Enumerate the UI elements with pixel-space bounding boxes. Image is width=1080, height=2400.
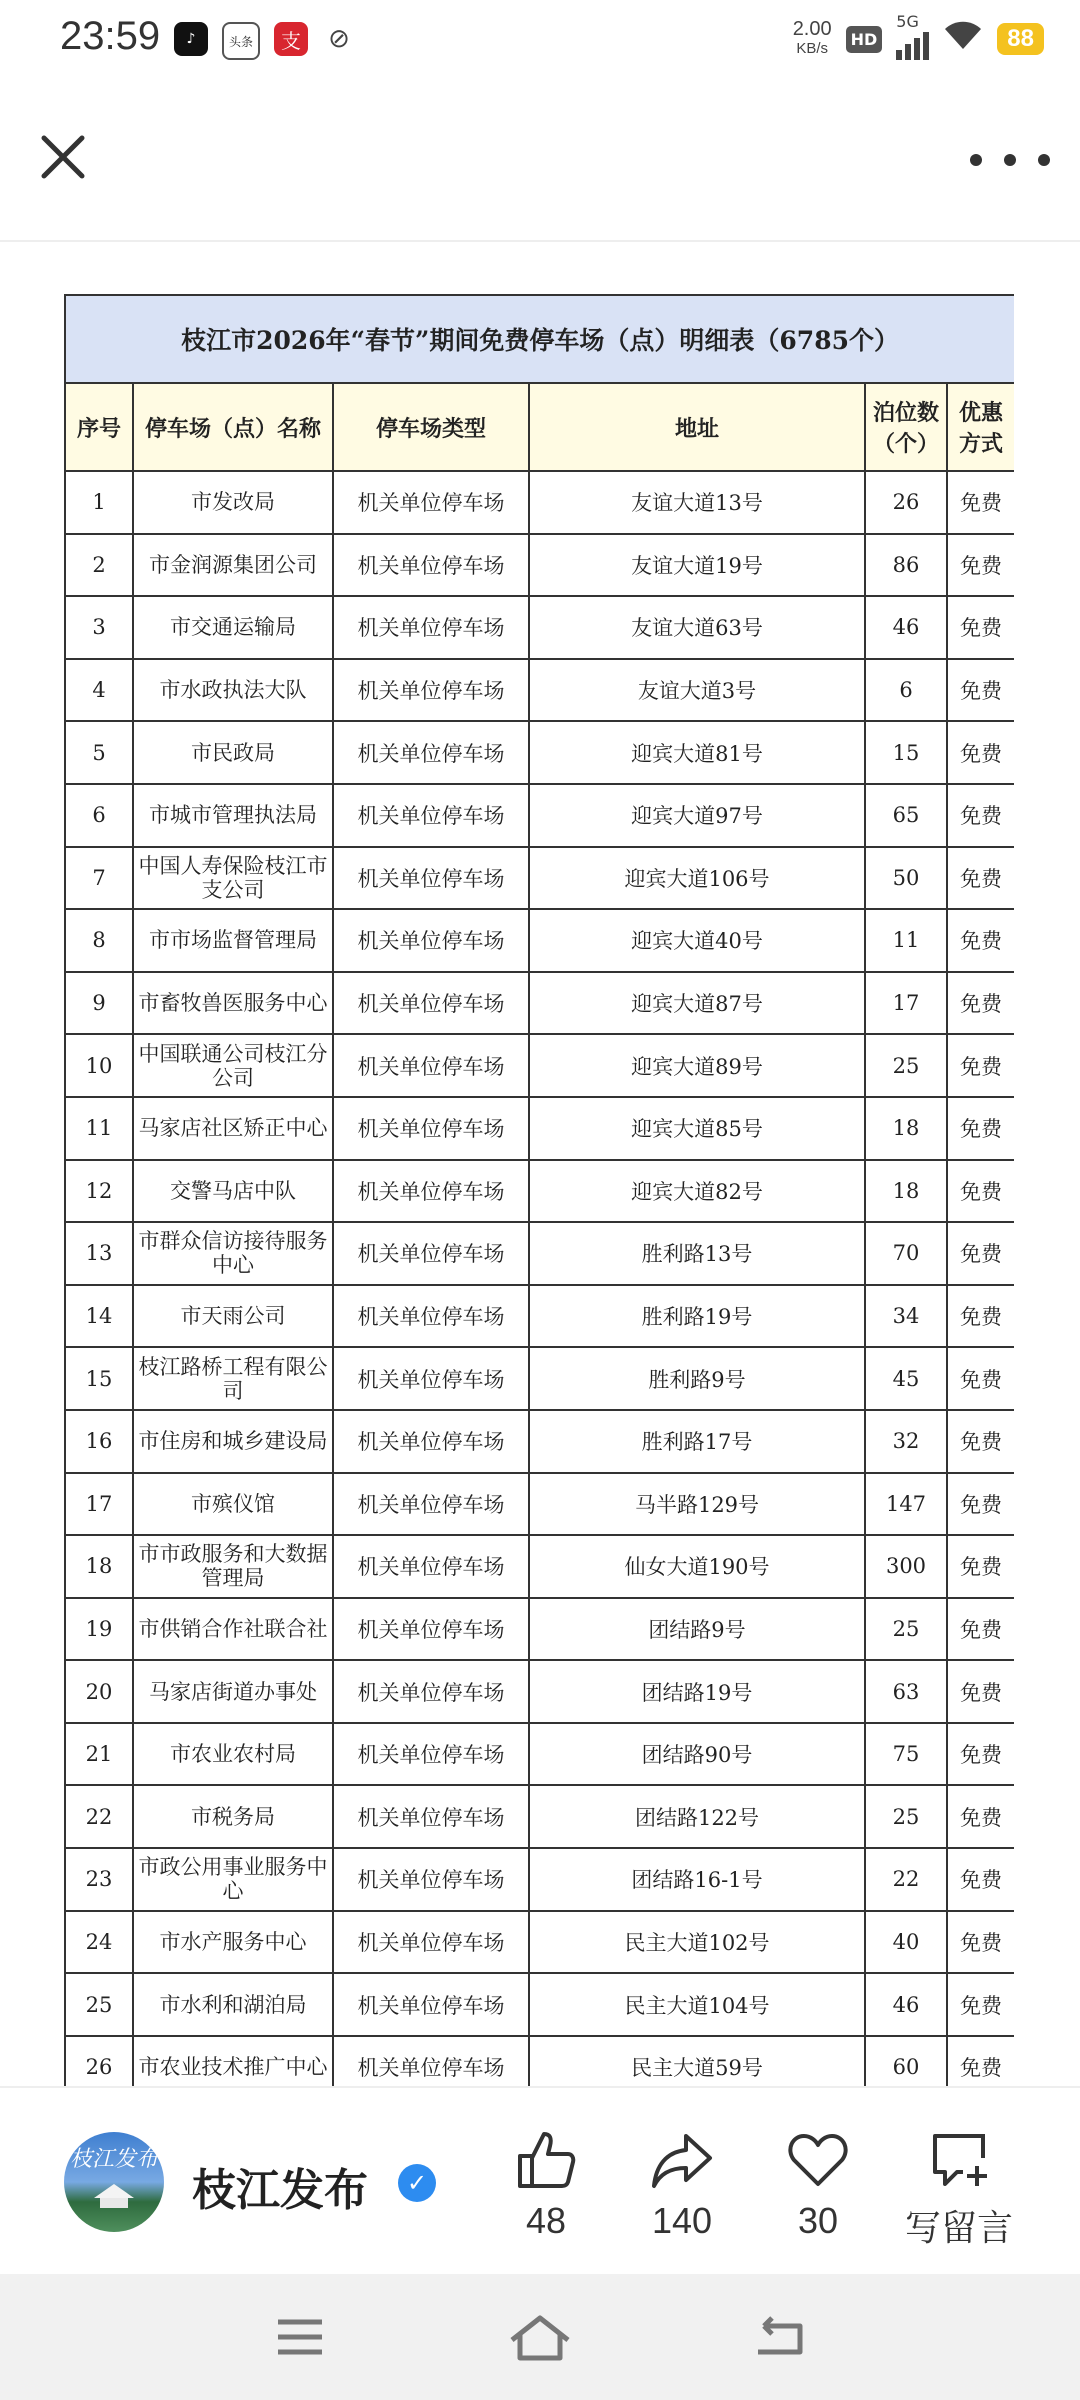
table-row — [65, 721, 1014, 784]
cell-name: 中国人寿保险枝江市支公司 — [133, 847, 333, 910]
table-row — [65, 1160, 1014, 1223]
alipay-icon: 支 — [274, 22, 308, 56]
cell-name: 市水产服务中心 — [133, 1911, 333, 1974]
cell-name: 马家店社区矫正中心 — [133, 1097, 333, 1160]
back-nav-button[interactable] — [750, 2312, 810, 2366]
column-header: 优惠方式 — [947, 383, 1014, 471]
cell-type: 机关单位停车场 — [333, 1160, 529, 1223]
cell-index: 5 — [65, 721, 133, 784]
system-nav-bar — [0, 2274, 1080, 2400]
column-header: 停车场类型 — [333, 383, 529, 471]
cell-discount: 免费 — [947, 1785, 1014, 1848]
cell-name: 市发改局 — [133, 471, 333, 534]
cell-address: 团结路122号 — [529, 1785, 865, 1848]
speed-unit: KB/s — [796, 40, 828, 57]
cell-discount: 免费 — [947, 909, 1014, 972]
cell-spaces: 60 — [865, 2036, 947, 2086]
cell-index: 24 — [65, 1911, 133, 1974]
menu-nav-button[interactable] — [270, 2312, 330, 2366]
cell-address: 迎宾大道81号 — [529, 721, 865, 784]
cell-address: 胜利路13号 — [529, 1222, 865, 1285]
cell-name: 市群众信访接待服务中心 — [133, 1222, 333, 1285]
cell-type: 机关单位停车场 — [333, 1848, 529, 1911]
cell-discount: 免费 — [947, 1598, 1014, 1661]
action-bar — [0, 2086, 1080, 2276]
cell-index: 15 — [65, 1347, 133, 1410]
cell-discount: 免费 — [947, 1723, 1014, 1786]
cell-discount: 免费 — [947, 1160, 1014, 1223]
cell-address: 仙女大道190号 — [529, 1535, 865, 1598]
cell-discount: 免费 — [947, 1034, 1014, 1097]
more-dot-icon — [1004, 154, 1016, 166]
cell-address: 马半路129号 — [529, 1473, 865, 1536]
cell-type: 机关单位停车场 — [333, 1660, 529, 1723]
cell-spaces: 300 — [865, 1535, 947, 1598]
comment-label: 写留言 — [904, 2207, 1013, 2248]
more-dot-icon — [970, 154, 982, 166]
cell-spaces: 46 — [865, 1973, 947, 2036]
cell-address: 迎宾大道87号 — [529, 972, 865, 1035]
cell-name: 市水政执法大队 — [133, 659, 333, 722]
cell-discount: 免费 — [947, 534, 1014, 597]
cell-type: 机关单位停车场 — [333, 847, 529, 910]
cell-index: 21 — [65, 1723, 133, 1786]
like-count: 48 — [525, 2200, 567, 2241]
cell-discount: 免费 — [947, 1097, 1014, 1160]
cell-spaces: 40 — [865, 1911, 947, 1974]
cell-index: 16 — [65, 1410, 133, 1473]
cell-address: 团结路19号 — [529, 1660, 865, 1723]
menu-icon — [270, 2312, 330, 2362]
cell-discount: 免费 — [947, 471, 1014, 534]
heart-icon — [786, 2128, 850, 2192]
table-row — [65, 1723, 1014, 1786]
cell-index: 11 — [65, 1097, 133, 1160]
cell-index: 25 — [65, 1973, 133, 2036]
cell-name: 市税务局 — [133, 1785, 333, 1848]
cell-spaces: 6 — [865, 659, 947, 722]
table-row — [65, 1473, 1014, 1536]
cell-address: 迎宾大道97号 — [529, 784, 865, 847]
cell-discount: 免费 — [947, 1660, 1014, 1723]
table-row — [65, 534, 1014, 597]
cell-address: 迎宾大道106号 — [529, 847, 865, 910]
cell-spaces: 25 — [865, 1785, 947, 1848]
cell-discount: 免费 — [947, 2036, 1014, 2086]
tiktok-icon: ♪ — [174, 22, 208, 56]
more-button[interactable] — [970, 140, 1050, 180]
cell-spaces: 46 — [865, 596, 947, 659]
table-row — [65, 471, 1014, 534]
cell-address: 迎宾大道89号 — [529, 1034, 865, 1097]
cell-spaces: 18 — [865, 1160, 947, 1223]
cell-spaces: 17 — [865, 972, 947, 1035]
cell-type: 机关单位停车场 — [333, 1473, 529, 1536]
cell-name: 市民政局 — [133, 721, 333, 784]
comment-button[interactable] — [894, 2128, 1024, 2251]
cell-type: 机关单位停车场 — [333, 1222, 529, 1285]
cell-spaces: 63 — [865, 1660, 947, 1723]
table-row — [65, 1973, 1014, 2036]
cell-spaces: 45 — [865, 1347, 947, 1410]
cell-index: 1 — [65, 471, 133, 534]
cell-type: 机关单位停车场 — [333, 1034, 529, 1097]
cell-discount: 免费 — [947, 659, 1014, 722]
cell-discount: 免费 — [947, 1347, 1014, 1410]
cell-address: 团结路9号 — [529, 1598, 865, 1661]
share-icon — [650, 2128, 714, 2192]
cell-spaces: 50 — [865, 847, 947, 910]
column-header: 停车场（点）名称 — [133, 383, 333, 471]
status-time: 23:59 — [60, 14, 161, 58]
cell-name: 市畜牧兽医服务中心 — [133, 972, 333, 1035]
cell-index: 23 — [65, 1848, 133, 1911]
cell-address: 友谊大道13号 — [529, 471, 865, 534]
cell-index: 6 — [65, 784, 133, 847]
cell-discount: 免费 — [947, 1285, 1014, 1348]
cell-type: 机关单位停车场 — [333, 909, 529, 972]
cell-index: 3 — [65, 596, 133, 659]
table-row — [65, 1660, 1014, 1723]
cell-type: 机关单位停车场 — [333, 1911, 529, 1974]
cell-index: 26 — [65, 2036, 133, 2086]
more-dot-icon — [1038, 154, 1050, 166]
table-row — [65, 909, 1014, 972]
comment-icon — [927, 2128, 991, 2192]
cell-type: 机关单位停车场 — [333, 1535, 529, 1598]
cell-discount: 免费 — [947, 1848, 1014, 1911]
home-nav-button[interactable] — [506, 2312, 574, 2366]
cell-type: 机关单位停车场 — [333, 1347, 529, 1410]
cell-type: 机关单位停车场 — [333, 596, 529, 659]
cell-name: 市交通运输局 — [133, 596, 333, 659]
table-row — [65, 1848, 1014, 1911]
cell-type: 机关单位停车场 — [333, 534, 529, 597]
cell-spaces: 26 — [865, 471, 947, 534]
cell-index: 4 — [65, 659, 133, 722]
cell-discount: 免费 — [947, 1535, 1014, 1598]
cell-name: 市农业技术推广中心 — [133, 2036, 333, 2086]
table-row — [65, 1410, 1014, 1473]
cell-name: 交警马店中队 — [133, 1160, 333, 1223]
cell-spaces: 15 — [865, 721, 947, 784]
cell-discount: 免费 — [947, 721, 1014, 784]
cell-discount: 免费 — [947, 1473, 1014, 1536]
cell-index: 9 — [65, 972, 133, 1035]
table-row — [65, 2036, 1014, 2086]
table-row — [65, 972, 1014, 1035]
table-row — [65, 1034, 1014, 1097]
table-row — [65, 784, 1014, 847]
close-icon — [30, 124, 96, 190]
table-header-row — [65, 383, 1014, 471]
cell-index: 13 — [65, 1222, 133, 1285]
cell-name: 市市场监督管理局 — [133, 909, 333, 972]
cell-discount: 免费 — [947, 784, 1014, 847]
cell-name: 市供销合作社联合社 — [133, 1598, 333, 1661]
table-row — [65, 1535, 1014, 1598]
cell-discount: 免费 — [947, 847, 1014, 910]
channel-avatar[interactable] — [64, 2132, 164, 2232]
cell-index: 10 — [65, 1034, 133, 1097]
cell-discount: 免费 — [947, 1911, 1014, 1974]
cell-type: 机关单位停车场 — [333, 659, 529, 722]
pavilion-icon — [64, 2132, 164, 2232]
cell-address: 民主大道104号 — [529, 1973, 865, 2036]
cell-type: 机关单位停车场 — [333, 784, 529, 847]
cell-name: 市金润源集团公司 — [133, 534, 333, 597]
cell-type: 机关单位停车场 — [333, 1598, 529, 1661]
status-bar — [0, 0, 1080, 84]
cell-discount: 免费 — [947, 1222, 1014, 1285]
cell-discount: 免费 — [947, 596, 1014, 659]
cell-name: 马家店街道办事处 — [133, 1660, 333, 1723]
cell-address: 迎宾大道40号 — [529, 909, 865, 972]
cell-index: 18 — [65, 1535, 133, 1598]
table-row — [65, 1911, 1014, 1974]
battery-icon: 88 — [997, 23, 1044, 55]
cell-name: 市市政服务和大数据管理局 — [133, 1535, 333, 1598]
signal-icon — [896, 12, 929, 60]
cell-index: 17 — [65, 1473, 133, 1536]
cell-index: 2 — [65, 534, 133, 597]
cell-spaces: 65 — [865, 784, 947, 847]
cell-address: 迎宾大道82号 — [529, 1160, 865, 1223]
cell-name: 市天雨公司 — [133, 1285, 333, 1348]
cell-index: 22 — [65, 1785, 133, 1848]
share-button[interactable] — [622, 2128, 742, 2242]
back-icon — [750, 2312, 810, 2362]
toutiao-icon: 头条 — [222, 22, 260, 60]
favorite-count: 30 — [797, 2200, 839, 2241]
cell-discount: 免费 — [947, 1410, 1014, 1473]
verified-icon: ✓ — [398, 2164, 436, 2202]
cell-spaces: 86 — [865, 534, 947, 597]
cell-name: 枝江路桥工程有限公司 — [133, 1347, 333, 1410]
cell-address: 团结路90号 — [529, 1723, 865, 1786]
table-row — [65, 1222, 1014, 1285]
cell-index: 12 — [65, 1160, 133, 1223]
cell-type: 机关单位停车场 — [333, 471, 529, 534]
close-button[interactable] — [30, 124, 96, 190]
table-row — [65, 1347, 1014, 1410]
cell-spaces: 25 — [865, 1034, 947, 1097]
network-speed — [793, 19, 832, 59]
cell-spaces: 70 — [865, 1222, 947, 1285]
cell-spaces: 32 — [865, 1410, 947, 1473]
cell-name: 市城市管理执法局 — [133, 784, 333, 847]
table-row — [65, 1785, 1014, 1848]
cell-index: 7 — [65, 847, 133, 910]
top-bar — [0, 84, 1080, 242]
column-header: 泊位数（个） — [865, 383, 947, 471]
cell-spaces: 18 — [865, 1097, 947, 1160]
table-row — [65, 1598, 1014, 1661]
cell-spaces: 147 — [865, 1473, 947, 1536]
cell-spaces: 75 — [865, 1723, 947, 1786]
cell-spaces: 11 — [865, 909, 947, 972]
favorite-button[interactable] — [758, 2128, 878, 2242]
network-type: 5G — [896, 12, 919, 31]
table-row — [65, 596, 1014, 659]
parking-table — [64, 294, 1014, 2086]
table-row — [65, 659, 1014, 722]
hd-icon: HD — [846, 26, 883, 53]
speed-value: 2.00 — [792, 18, 832, 40]
column-header: 序号 — [65, 383, 133, 471]
cell-index: 14 — [65, 1285, 133, 1348]
status-right — [792, 12, 1044, 60]
table-row — [65, 1285, 1014, 1348]
cell-spaces: 22 — [865, 1848, 947, 1911]
table-row — [65, 847, 1014, 910]
cell-type: 机关单位停车场 — [333, 1097, 529, 1160]
cell-address: 友谊大道63号 — [529, 596, 865, 659]
cell-index: 8 — [65, 909, 133, 972]
cell-type: 机关单位停车场 — [333, 1285, 529, 1348]
column-header: 地址 — [529, 383, 865, 471]
cell-spaces: 34 — [865, 1285, 947, 1348]
cell-type: 机关单位停车场 — [333, 2036, 529, 2086]
link-icon: ⊘ — [322, 22, 356, 56]
notification-icons — [174, 22, 356, 60]
cell-name: 市殡仪馆 — [133, 1473, 333, 1536]
cell-name: 市住房和城乡建设局 — [133, 1410, 333, 1473]
cell-index: 19 — [65, 1598, 133, 1661]
cell-address: 民主大道59号 — [529, 2036, 865, 2086]
cell-address: 团结路16-1号 — [529, 1848, 865, 1911]
avatar-text: 枝江发布 — [69, 2147, 158, 2172]
cell-spaces: 25 — [865, 1598, 947, 1661]
cell-address: 胜利路17号 — [529, 1410, 865, 1473]
cell-type: 机关单位停车场 — [333, 1410, 529, 1473]
home-icon — [506, 2312, 574, 2362]
channel-name[interactable]: 枝江发布 — [192, 2165, 368, 2216]
cell-name: 中国联通公司枝江分公司 — [133, 1034, 333, 1097]
cell-type: 机关单位停车场 — [333, 721, 529, 784]
cell-discount: 免费 — [947, 1973, 1014, 2036]
cell-address: 友谊大道19号 — [529, 534, 865, 597]
table-row — [65, 1097, 1014, 1160]
like-button[interactable] — [486, 2128, 606, 2242]
cell-address: 迎宾大道85号 — [529, 1097, 865, 1160]
wifi-icon — [943, 19, 983, 60]
cell-index: 20 — [65, 1660, 133, 1723]
cell-address: 友谊大道3号 — [529, 659, 865, 722]
share-count: 140 — [651, 2200, 713, 2241]
cell-discount: 免费 — [947, 972, 1014, 1035]
cell-address: 胜利路9号 — [529, 1347, 865, 1410]
table-body — [65, 471, 1014, 2086]
cell-address: 民主大道102号 — [529, 1911, 865, 1974]
cell-name: 市农业农村局 — [133, 1723, 333, 1786]
cell-type: 机关单位停车场 — [333, 972, 529, 1035]
cell-type: 机关单位停车场 — [333, 1723, 529, 1786]
parking-table-image[interactable] — [64, 294, 1014, 2086]
cell-name: 市水利和湖泊局 — [133, 1973, 333, 2036]
cell-name: 市政公用事业服务中心 — [133, 1848, 333, 1911]
cell-type: 机关单位停车场 — [333, 1785, 529, 1848]
cell-type: 机关单位停车场 — [333, 1973, 529, 2036]
cell-address: 胜利路19号 — [529, 1285, 865, 1348]
table-title: 枝江市2026年“春节”期间免费停车场（点）明细表（6785个） — [65, 295, 1014, 383]
thumbs-up-icon — [514, 2128, 578, 2192]
